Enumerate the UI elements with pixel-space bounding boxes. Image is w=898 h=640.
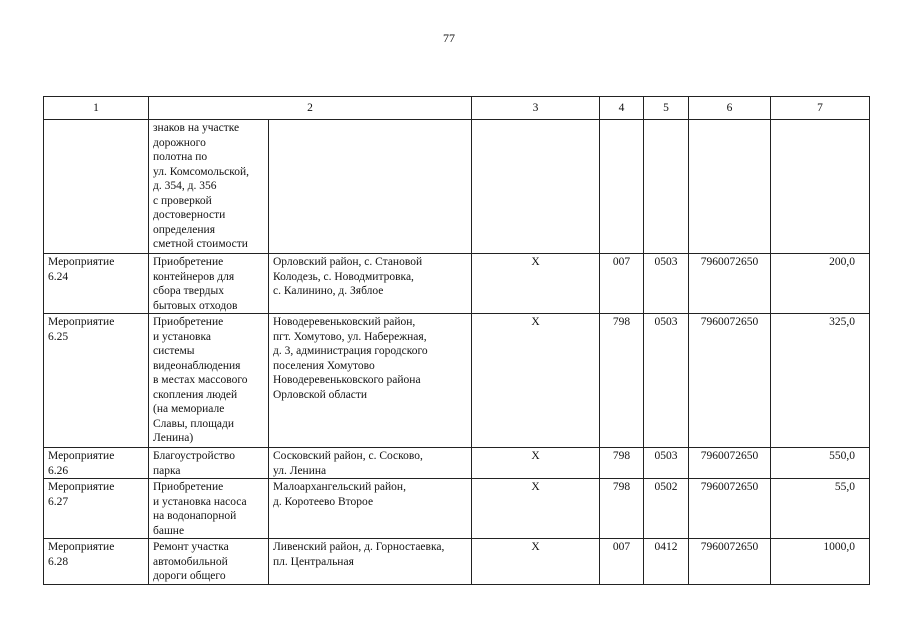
col5-cell: 0503	[644, 254, 689, 314]
col3-cell: Х	[472, 314, 600, 448]
table-row	[44, 479, 870, 539]
header-col-6: 6	[689, 97, 771, 120]
col3-cell: Х	[472, 448, 600, 479]
location-cell: Ливенский район, д. Горностаевка, пл. Центральная	[269, 539, 472, 585]
col5-cell: 0502	[644, 479, 689, 539]
col4-cell	[600, 120, 644, 254]
table-row	[44, 539, 870, 585]
header-col-4: 4	[600, 97, 644, 120]
header-col-1: 1	[44, 97, 149, 120]
event-cell: Мероприятие 6.28	[44, 539, 149, 585]
col4-cell: 798	[600, 314, 644, 448]
event-cell: Мероприятие 6.26	[44, 448, 149, 479]
budget-table	[43, 96, 870, 585]
location-cell: Малоархангельский район, д. Коротеево Второе	[269, 479, 472, 539]
col7-cell: 200,0	[771, 254, 870, 314]
col5-cell: 0412	[644, 539, 689, 585]
col7-cell: 55,0	[771, 479, 870, 539]
table-row	[44, 120, 870, 254]
col4-cell: 798	[600, 448, 644, 479]
col7-cell	[771, 120, 870, 254]
location-cell: Сосковский район, с. Сосково, ул. Ленина	[269, 448, 472, 479]
location-cell	[269, 120, 472, 254]
col6-cell: 7960072650	[689, 448, 771, 479]
page-number: 77	[443, 31, 455, 45]
col6-cell	[689, 120, 771, 254]
header-row	[44, 97, 870, 120]
location-cell: Орловский район, с. Становой Колодезь, с. Новодмитровка, с. Калинино, д. Зяблое	[269, 254, 472, 314]
col3-cell: Х	[472, 539, 600, 585]
col3-cell: Х	[472, 479, 600, 539]
name-cell: Благоустройство парка	[149, 448, 269, 479]
name-cell: Приобретение контейнеров для сбора твердых бытовых отходов	[149, 254, 269, 314]
col4-cell: 007	[600, 539, 644, 585]
header-col-2: 2	[149, 97, 472, 120]
col5-cell: 0503	[644, 314, 689, 448]
col3-cell: Х	[472, 254, 600, 314]
name-cell: Приобретение и установка насоса на водонапорной башне	[149, 479, 269, 539]
col5-cell	[644, 120, 689, 254]
col3-cell	[472, 120, 600, 254]
table-row	[44, 314, 870, 448]
table-row	[44, 254, 870, 314]
name-cell: знаков на участке дорожного полотна по ул. Комсомольской, д. 354, д. 356 с проверкой достоверности определения сметной стоимости	[149, 120, 269, 254]
header-col-7: 7	[771, 97, 870, 120]
col7-cell: 550,0	[771, 448, 870, 479]
event-cell: Мероприятие 6.25	[44, 314, 149, 448]
event-cell	[44, 120, 149, 254]
event-cell: Мероприятие 6.24	[44, 254, 149, 314]
name-cell: Ремонт участка автомобильной дороги общего	[149, 539, 269, 585]
col5-cell: 0503	[644, 448, 689, 479]
col6-cell: 7960072650	[689, 254, 771, 314]
col4-cell: 798	[600, 479, 644, 539]
col7-cell: 1000,0	[771, 539, 870, 585]
name-cell: Приобретение и установка системы видеонаблюдения в местах массового скопления людей (на мемориале Славы, площади Ленина)	[149, 314, 269, 448]
header-col-3: 3	[472, 97, 600, 120]
col6-cell: 7960072650	[689, 479, 771, 539]
col6-cell: 7960072650	[689, 539, 771, 585]
col7-cell: 325,0	[771, 314, 870, 448]
location-cell: Новодеревеньковский район, пгт. Хомутово, ул. Набережная, д. 3, администрация городского поселения Хомутово Новодеревеньковского района Орловской области	[269, 314, 472, 448]
table-row	[44, 448, 870, 479]
header-col-5: 5	[644, 97, 689, 120]
event-cell: Мероприятие 6.27	[44, 479, 149, 539]
col6-cell: 7960072650	[689, 314, 771, 448]
col4-cell: 007	[600, 254, 644, 314]
